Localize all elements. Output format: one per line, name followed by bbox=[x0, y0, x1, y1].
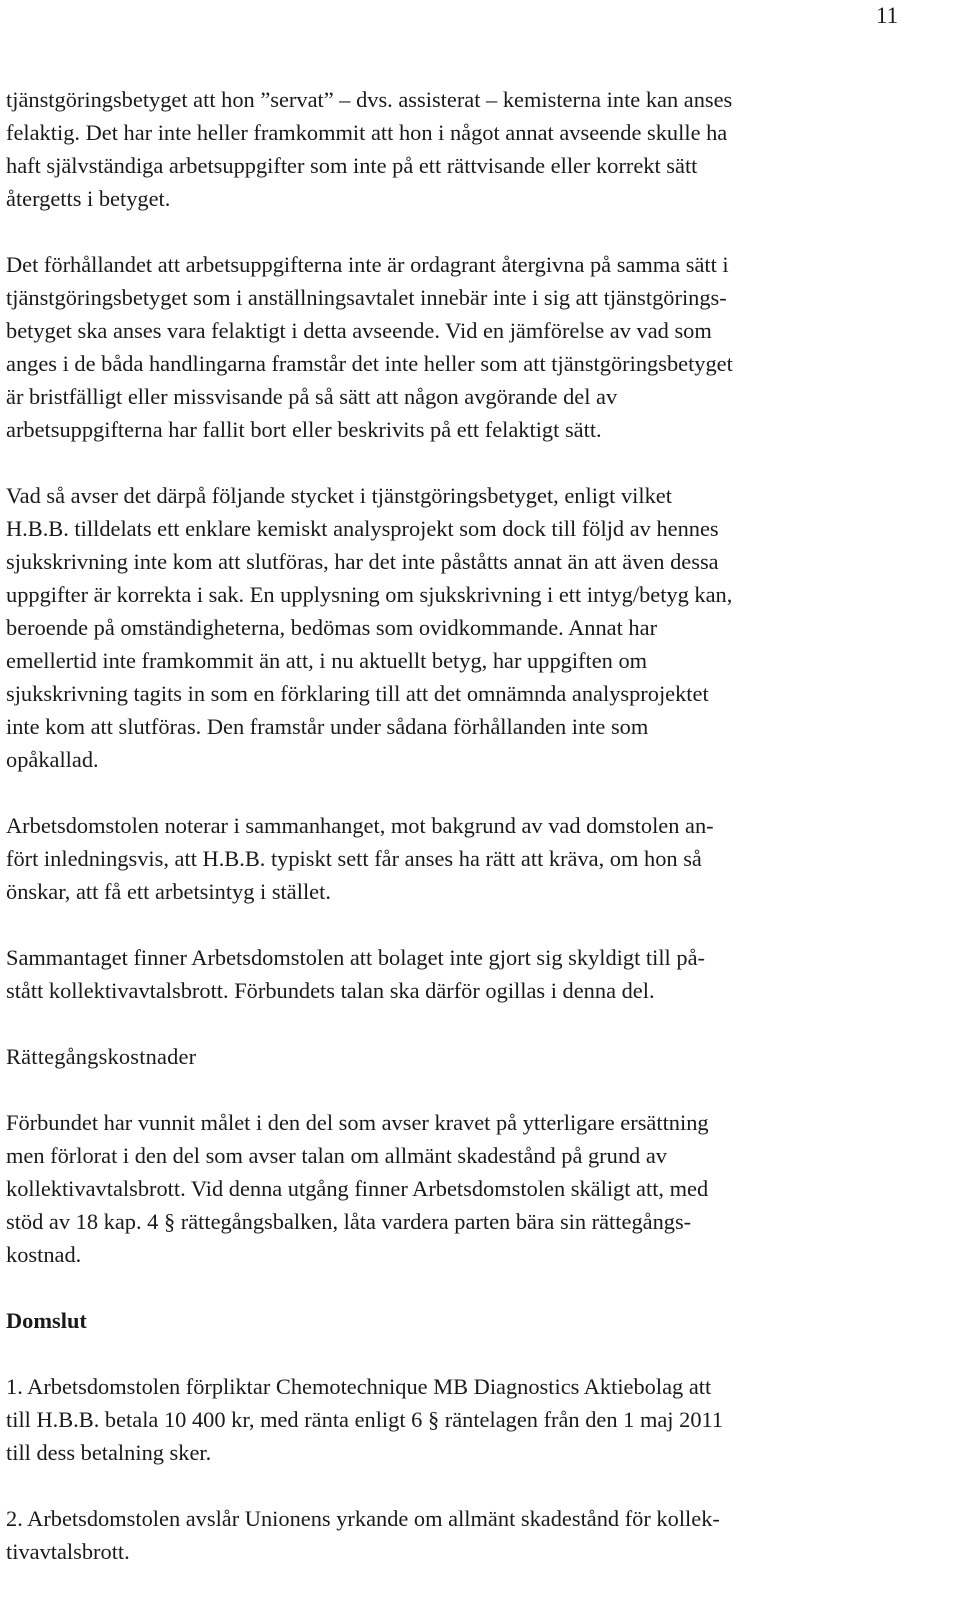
text-line: H.B.B. tilldelats ett enklare kemiskt analysprojekt som dock till följd av hennes bbox=[6, 516, 719, 541]
text-line: felaktig. Det har inte heller framkommit att hon i något annat avseende skulle ha bbox=[6, 120, 728, 145]
text-line: tjänstgöringsbetyget som i anställningsavtalet innebär inte i sig att tjänstgörings- bbox=[6, 285, 727, 310]
paragraph-costs bbox=[6, 1106, 946, 1271]
text-line: anges i de båda handlingarna framstår det inte heller som att tjänstgöringsbetyget bbox=[6, 351, 733, 376]
text-line: fört inledningsvis, att H.B.B. typiskt sett får anses ha rätt att kräva, om hon så bbox=[6, 846, 702, 871]
text-line: tivavtalsbrott. bbox=[6, 1539, 130, 1564]
text-line: opåkallad. bbox=[6, 747, 99, 772]
text-line: stöd av 18 kap. 4 § rättegångsbalken, låta vardera parten bära sin rättegångs- bbox=[6, 1209, 692, 1234]
text-line: Arbetsdomstolen noterar i sammanhanget, mot bakgrund av vad domstolen an- bbox=[6, 813, 714, 838]
text-line: emellertid inte framkommit än att, i nu aktuellt betyg, har uppgiften om bbox=[6, 648, 648, 673]
section-heading-verdict: Domslut bbox=[6, 1308, 87, 1333]
text-line: inte kom att slutföras. Den framstår under sådana förhållanden inte som bbox=[6, 714, 649, 739]
text-line: men förlorat i den del som avser talan om allmänt skadestånd på grund av bbox=[6, 1143, 667, 1168]
text-line: arbetsuppgifterna har fallit bort eller beskrivits på ett felaktigt sätt. bbox=[6, 417, 602, 442]
text-line: till H.B.B. betala 10 400 kr, med ränta enligt 6 § räntelagen från den 1 maj 2011 bbox=[6, 1407, 724, 1432]
verdict-item-2 bbox=[6, 1502, 946, 1568]
text-line: betyget ska anses vara felaktigt i detta avseende. Vid en jämförelse av vad som bbox=[6, 318, 712, 343]
section-heading-costs: Rättegångskostnader bbox=[6, 1044, 197, 1069]
text-line: kostnad. bbox=[6, 1242, 82, 1267]
document-body bbox=[6, 83, 946, 1600]
text-line: önskar, att få ett arbetsintyg i stället. bbox=[6, 879, 331, 904]
text-line: Det förhållandet att arbetsuppgifterna inte är ordagrant återgivna på samma sätt i bbox=[6, 252, 729, 277]
text-line: återgetts i betyget. bbox=[6, 186, 171, 211]
page-number: 11 bbox=[876, 3, 899, 28]
text-line: stått kollektivavtalsbrott. Förbundets talan ska därför ogillas i denna del. bbox=[6, 978, 655, 1003]
text-line: 1. Arbetsdomstolen förpliktar Chemotechnique MB Diagnostics Aktiebolag att bbox=[6, 1374, 712, 1399]
text-line: tjänstgöringsbetyget att hon ”servat” – dvs. assisterat – kemisterna inte kan anses bbox=[6, 87, 733, 112]
paragraph-4 bbox=[6, 809, 946, 908]
paragraph-3 bbox=[6, 479, 946, 776]
text-line: Sammantaget finner Arbetsdomstolen att bolaget inte gjort sig skyldigt till på- bbox=[6, 945, 705, 970]
text-line: till dess betalning sker. bbox=[6, 1440, 212, 1465]
text-line: är bristfälligt eller missvisande på så sätt att någon avgörande del av bbox=[6, 384, 618, 409]
paragraph-5 bbox=[6, 941, 946, 1007]
text-line: sjukskrivning tagits in som en förklaring till att det omnämnda analysprojektet bbox=[6, 681, 709, 706]
text-line: Förbundet har vunnit målet i den del som avser kravet på ytterligare ersättning bbox=[6, 1110, 709, 1135]
text-line: beroende på omständigheterna, bedömas som ovidkommande. Annat har bbox=[6, 615, 658, 640]
text-line: 2. Arbetsdomstolen avslår Unionens yrkande om allmänt skadestånd för kollek- bbox=[6, 1506, 720, 1531]
text-line: kollektivavtalsbrott. Vid denna utgång finner Arbetsdomstolen skäligt att, med bbox=[6, 1176, 709, 1201]
paragraph-2 bbox=[6, 248, 946, 446]
paragraph-1 bbox=[6, 83, 946, 215]
verdict-item-1 bbox=[6, 1370, 946, 1469]
text-line: sjukskrivning inte kom att slutföras, har det inte påståtts annat än att även dessa bbox=[6, 549, 719, 574]
text-line: Vad så avser det därpå följande stycket i tjänstgöringsbetyget, enligt vilket bbox=[6, 483, 672, 508]
text-line: haft självständiga arbetsuppgifter som inte på ett rättvisande eller korrekt sätt bbox=[6, 153, 698, 178]
text-line: uppgifter är korrekta i sak. En upplysning om sjukskrivning i ett intyg/betyg kan, bbox=[6, 582, 733, 607]
